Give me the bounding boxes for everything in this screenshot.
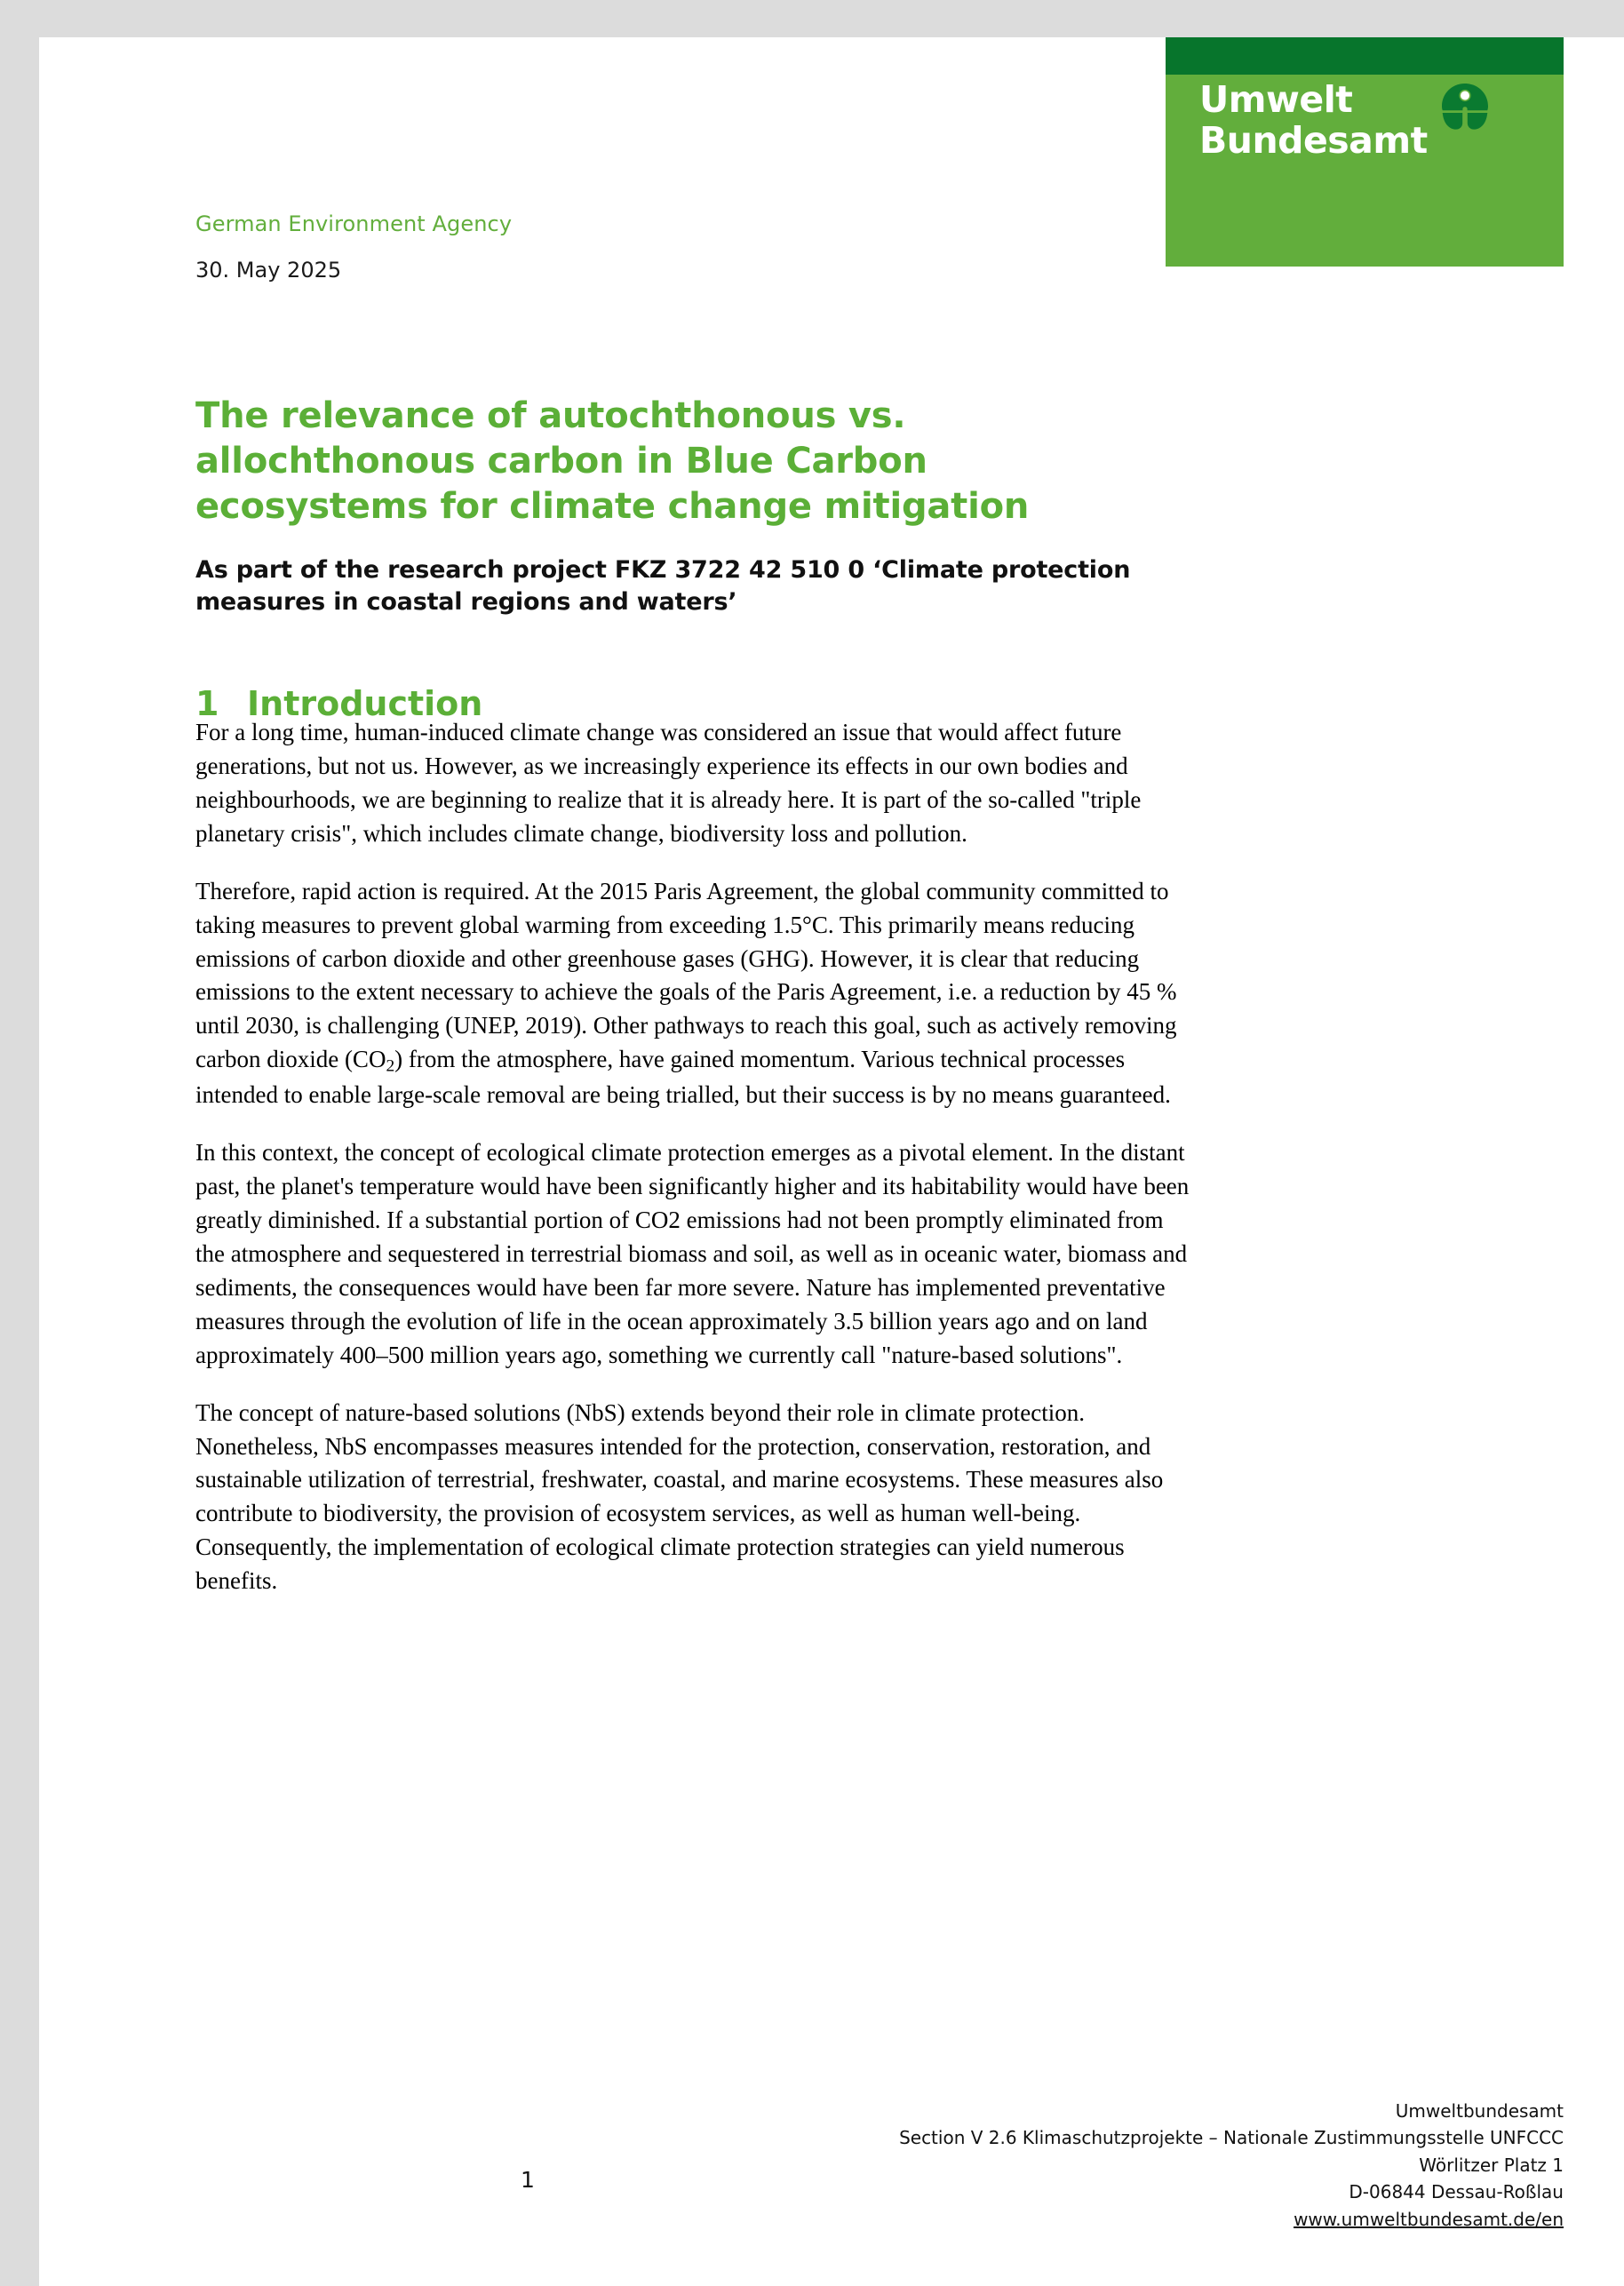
document-title: The relevance of autochthonous vs. allochthonous carbon in Blue Carbon ecosystems for climate change mitigation [195, 394, 1030, 528]
section-title: Introduction [247, 684, 483, 723]
logo-line-1: Umwelt [1199, 78, 1353, 121]
co2-subscript: 2 [386, 1056, 395, 1076]
document-date: 30. May 2025 [195, 258, 342, 283]
logo-wordmark [1199, 80, 1428, 162]
footer-line-1: Umweltbundesamt [1395, 2100, 1564, 2122]
footer-website-link[interactable]: www.umweltbundesamt.de/en [1294, 2208, 1564, 2230]
logo-inner [1199, 80, 1549, 162]
page-number: 1 [521, 2167, 535, 2193]
paragraph-2-part-b: ) from the atmosphere, have gained momentum. Various technical processes intended to enable large-scale removal are being trialled, but their success is by no means guaranteed. [195, 1046, 1171, 1109]
paragraph-1: For a long time, human-induced climate change was considered an issue that would affect future generations, but not us. However, as we increasingly experience its effects in our own bodies and neighbourhoods, we are beginning to realize that it is already here. It is part of the so-called "triple planetary crisis", which includes climate change, biodiversity loss and pollution. [195, 719, 1142, 847]
footer-line-3: Wörlitzer Platz 1 [1419, 2154, 1564, 2176]
document-page [39, 37, 1624, 2286]
paragraph-2 [195, 875, 1194, 1112]
agency-name: German Environment Agency [195, 211, 513, 236]
page-footer [195, 2098, 1564, 2249]
footer-line-4: D-06844 Dessau-Roßlau [1349, 2181, 1564, 2203]
footer-line-2: Section V 2.6 Klimaschutzprojekte – Nationale Zustimmungsstelle UNFCCC [899, 2127, 1564, 2149]
document-subtitle: As part of the research project FKZ 3722 42 510 0 ‘Climate protection measures in coastal regions and waters’ [195, 556, 1131, 616]
paragraph-3: In this context, the concept of ecological climate protection emerges as a pivotal element. In the distant past, the planet's temperature would have been significantly higher and its habitability would have been greatly diminished. If a substantial portion of CO2 emissions had not been promptly eliminated from the atmosphere and sequestered in terrestrial biomass and soil, as well as in oceanic water, biomass and sediments, the consequences would have been far more severe. Nature has implemented preventative measures through the evolution of life in the ocean approximately 3.5 billion years ago and on land approximately 400–500 million years ago, something we currently call "nature-based solutions". [195, 1139, 1190, 1368]
section-number: 1 [195, 684, 219, 723]
introduction-body [195, 716, 1194, 1598]
logo-dark-band [1166, 37, 1564, 75]
paragraph-4: The concept of nature-based solutions (NbS) extends beyond their role in climate protection. Nonetheless, NbS encompasses measures intended for the protection, conservation, restoration, and sustainable utilization of terrestrial, freshwater, coastal, and marine ecosystems. These measures also contribute to biodiversity, the provision of ecosystem services, as well as human well-being. Consequently, the implementation of ecological climate protection strategies can yield numerous benefits. [195, 1398, 1164, 1595]
umweltbundesamt-figure-icon [1440, 82, 1490, 136]
umweltbundesamt-logo [1166, 37, 1564, 267]
footer-address-block [899, 2098, 1564, 2233]
paragraph-2-part-a: Therefore, rapid action is required. At the 2015 Paris Agreement, the global community committed to taking measures to prevent global warming from exceeding 1.5°C. This primarily means reducing emissions of carbon dioxide and other greenhouse gases (GHG). However, it is clear that reducing emissions to the extent necessary to achieve the goals of the Paris Agreement, i.e. a reduction by 45 % until 2030, is challenging (UNEP, 2019). Other pathways to reach this goal, such as actively removing carbon dioxide (CO [195, 877, 1177, 1073]
logo-line-2: Bundesamt [1199, 118, 1428, 162]
